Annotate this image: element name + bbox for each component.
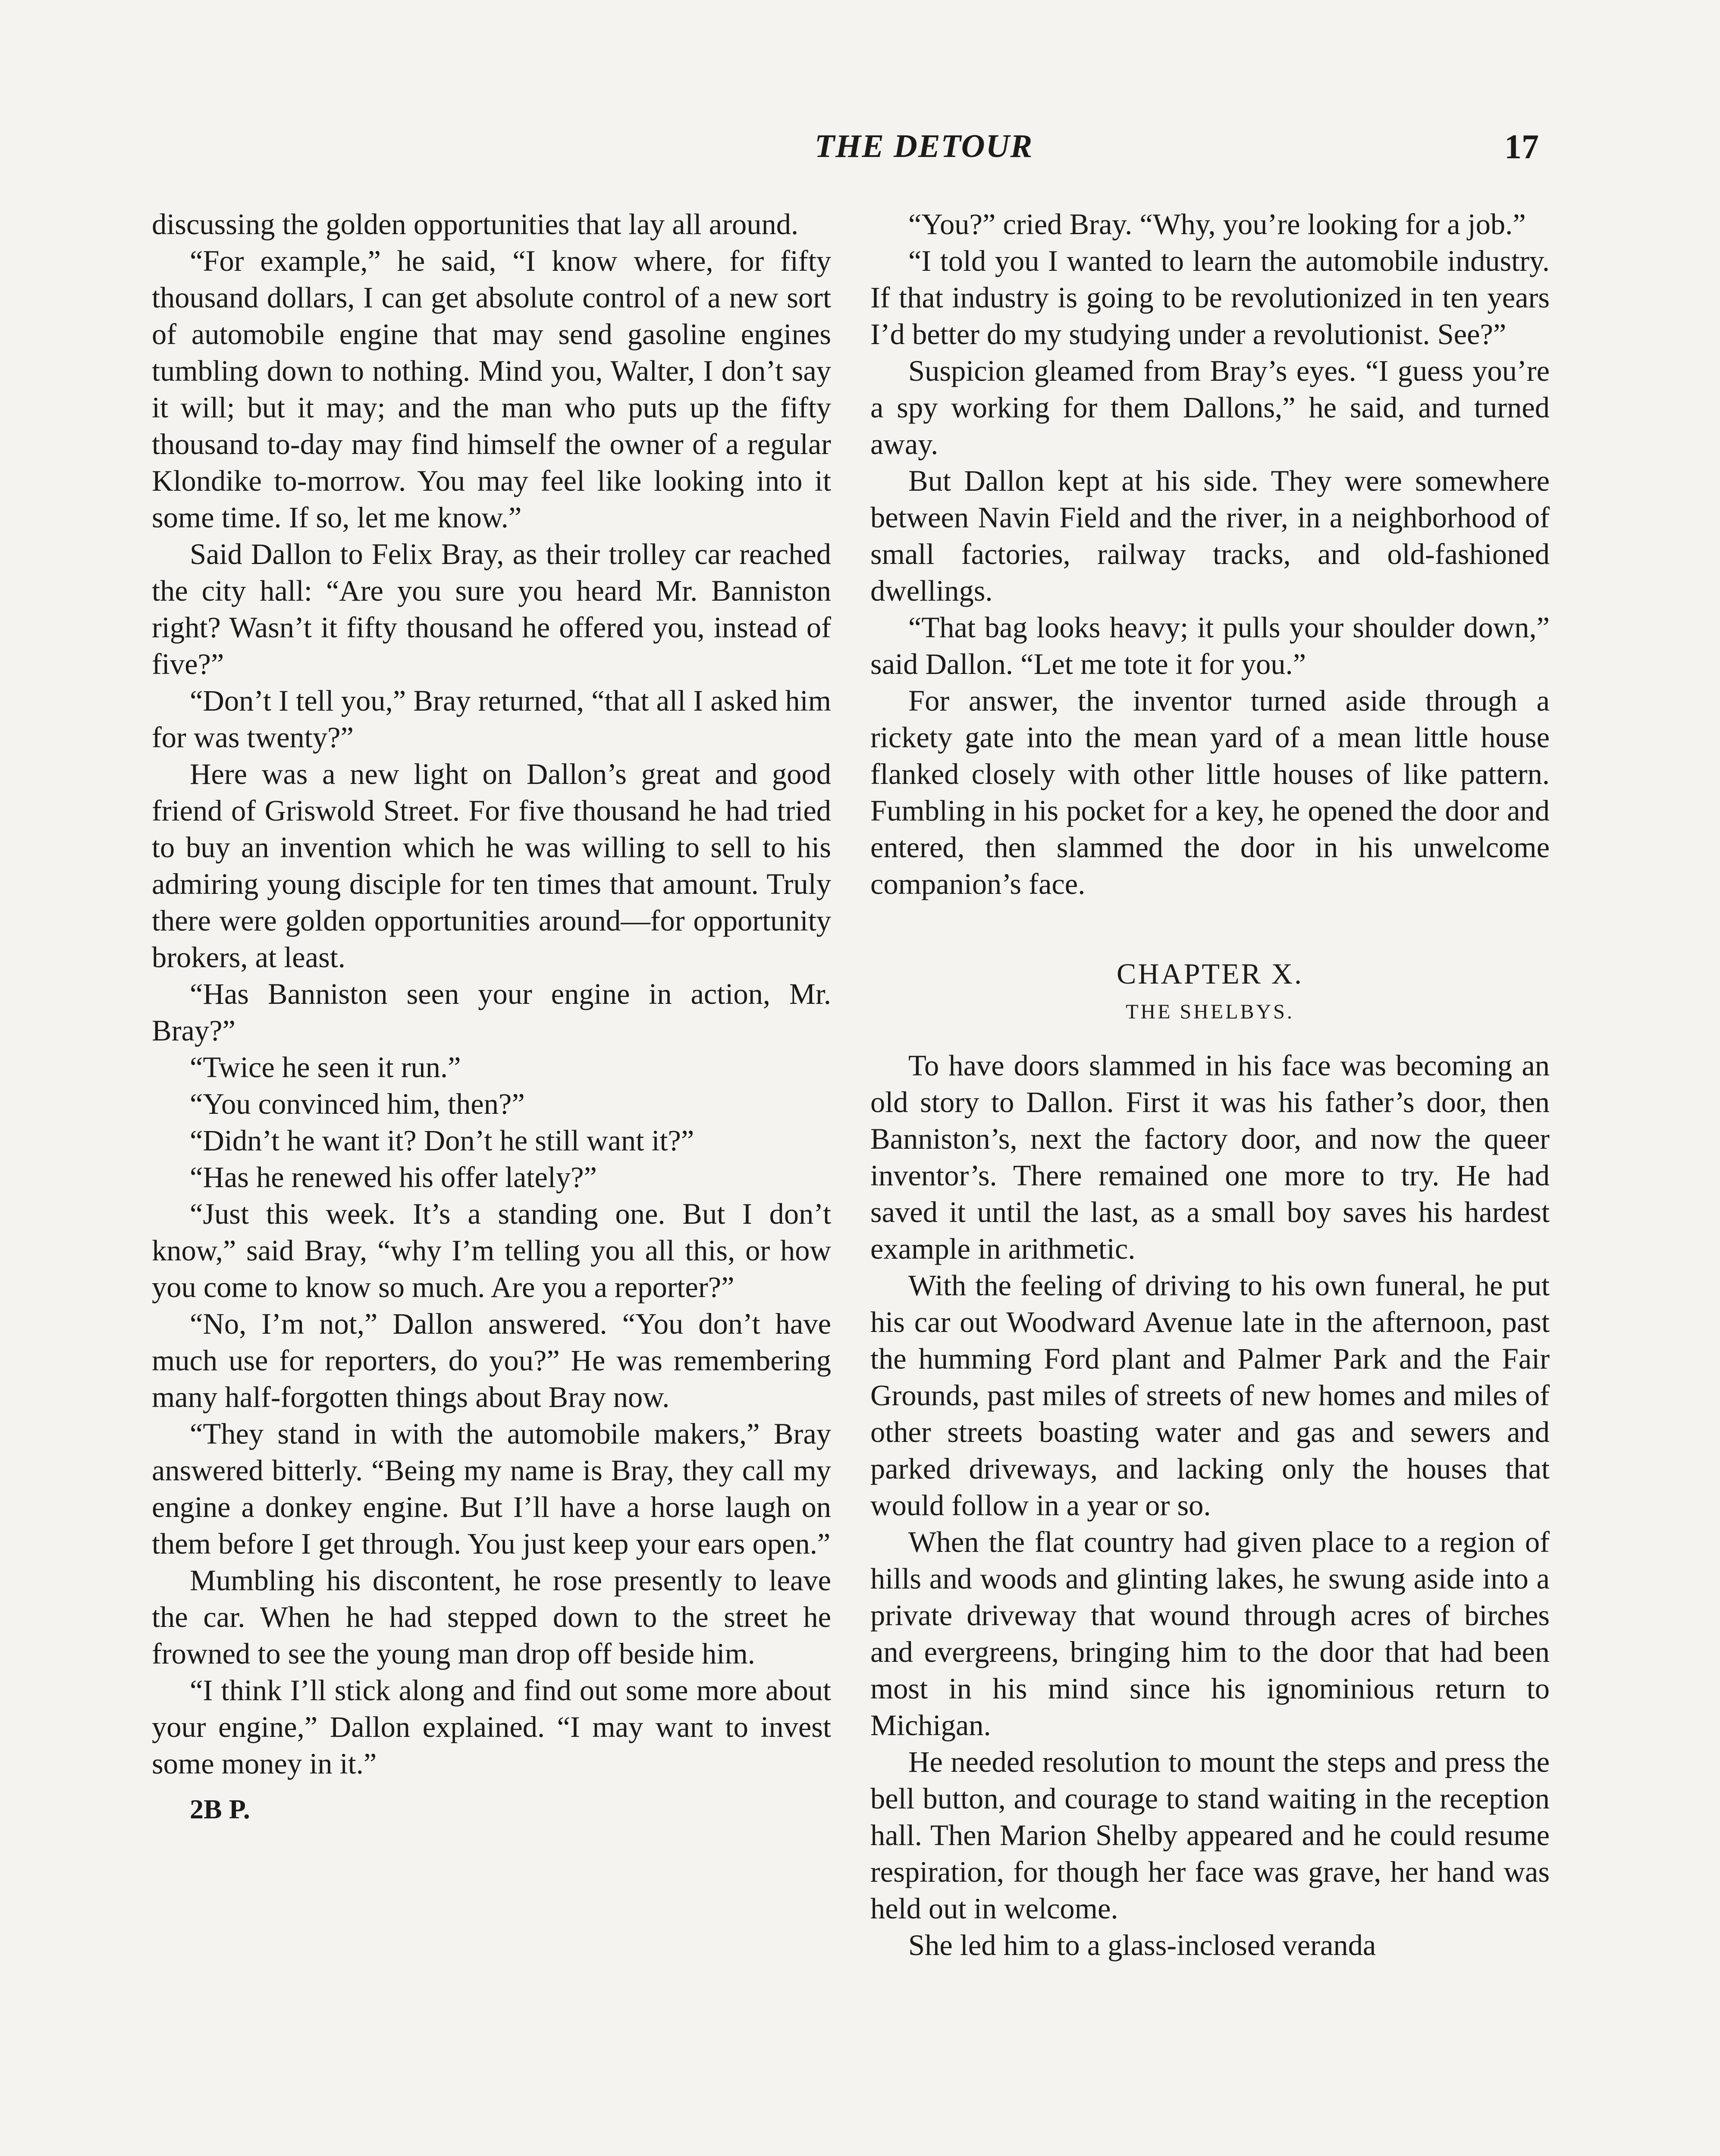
left-column [152, 206, 831, 1827]
paragraph: Said Dallon to Felix Bray, as their trolley car reached the city hall: “Are you sure you heard Mr. Banniston right? Wasn’t it fifty thousand he offered you, instead of five?” [152, 538, 831, 680]
paragraph: “Twice he seen it run.” [190, 1051, 461, 1084]
paragraph: “No, I’m not,” Dallon answered. “You don’t have much use for reporters, do you?” He was remembering many half-forgotten things about Bray now. [152, 1307, 831, 1413]
paragraph: But Dallon kept at his side. They were somewhere between Navin Field and the river, in a neighborhood of small factories, railway tracks, and old-fashioned dwellings. [870, 464, 1550, 607]
running-title: THE DETOUR [814, 128, 1033, 164]
paragraph: Here was a new light on Dallon’s great and good friend of Griswold Street. For five thousand he had tried to buy an invention which he was willing to sell to his admiring young disciple for ten times that amount. Truly there were golden opportunities around—for opportunity brokers, at least. [152, 758, 831, 974]
paragraph: Mumbling his discontent, he rose presently to leave the car. When he had stepped down to the street he frowned to see the young man drop off beside him. [152, 1564, 831, 1670]
signature-mark: 2B P. [190, 1794, 250, 1824]
page-header [152, 128, 1539, 175]
paragraph: He needed resolution to mount the steps and press the bell button, and courage to stand waiting in the reception hall. Then Marion Shelby appeared and he could resume respiration, for though her face was grave, her hand was held out in welcome. [870, 1745, 1550, 1925]
paragraph: “For example,” he said, “I know where, for fifty thousand dollars, I can get absolute control of a new sort of automobile engine that may send gasoline engines tumbling down to nothing. Mind you, Walter, I don’t say it will; but it may; and the man who puts up the fifty thousand to-day may find himself the owner of a regular Klondike to-morrow. You may feel like looking into it some time. If so, let me know.” [152, 244, 831, 534]
chapter-title: CHAPTER X. [1117, 957, 1303, 990]
paragraph: “Has Banniston seen your engine in action, Mr. Bray?” [152, 978, 831, 1047]
page-number: 17 [1504, 128, 1539, 166]
chapter-subtitle: THE SHELBYS. [1126, 1000, 1294, 1023]
paragraph: “Has he renewed his offer lately?” [190, 1161, 597, 1194]
paragraph: “Just this week. It’s a standing one. But I don’t know,” said Bray, “why I’m telling you all this, or how you come to know so much. Are you a reporter?” [152, 1197, 831, 1304]
paragraph: Suspicion gleamed from Bray’s eyes. “I guess you’re a spy working for them Dallons,” he said, and turned away. [870, 354, 1550, 461]
paragraph: “They stand in with the automobile makers,” Bray answered bitterly. “Being my name is Bray, they call my engine a donkey engine. But I’ll have a horse laugh on them before I get through. You just keep your ears open.” [152, 1417, 831, 1560]
paragraph: “That bag looks heavy; it pulls your shoulder down,” said Dallon. “Let me tote it for you.” [870, 611, 1550, 680]
paragraph: “Didn’t he want it? Don’t he still want it?” [190, 1124, 694, 1157]
paragraph: She led him to a glass-inclosed veranda [908, 1929, 1376, 1962]
paragraph: When the flat country had given place to a region of hills and woods and glinting lakes, he swung aside into a private driveway that wound through acres of birches and evergreens, bringing him to the door that had been most in his mind since his ignominious return to Michigan. [870, 1526, 1550, 1742]
paragraph: “Don’t I tell you,” Bray returned, “that all I asked him for was twenty?” [152, 684, 831, 754]
paragraph: For answer, the inventor turned aside through a rickety gate into the mean yard of a mean little house flanked closely with other little houses of like pattern. Fumbling in his pocket for a key, he opened the door and entered, then slammed the door in his unwelcome companion’s face. [870, 684, 1550, 900]
paragraph: To have doors slammed in his face was becoming an old story to Dallon. First it was his father’s door, then Banniston’s, next the factory door, and now the queer inventor’s. There remained one more to try. He had saved it until the last, as a small boy saves his hardest example in arithmetic. [870, 1049, 1550, 1265]
paragraph: “I told you I wanted to learn the automobile industry. If that industry is going to be revolutionized in ten years I’d better do my studying under a revolutionist. See?” [870, 244, 1550, 351]
paragraph: “I think I’ll stick along and find out some more about your engine,” Dallon explained. “I may want to invest some money in it.” [152, 1674, 831, 1780]
paragraph: “You?” cried Bray. “Why, you’re looking for a job.” [908, 208, 1526, 241]
paragraph: “You convinced him, then?” [190, 1087, 525, 1120]
paragraph: With the feeling of driving to his own funeral, he put his car out Woodward Avenue late in the afternoon, past the humming Ford plant and Palmer Park and the Fair Grounds, past miles of streets of new homes and miles of other streets boasting water and gas and sewers and parked driveways, and lacking only the houses that would follow in a year or so. [870, 1269, 1550, 1522]
paragraph: discussing the golden opportunities that lay all around. [152, 208, 799, 241]
right-column [870, 206, 1550, 1964]
